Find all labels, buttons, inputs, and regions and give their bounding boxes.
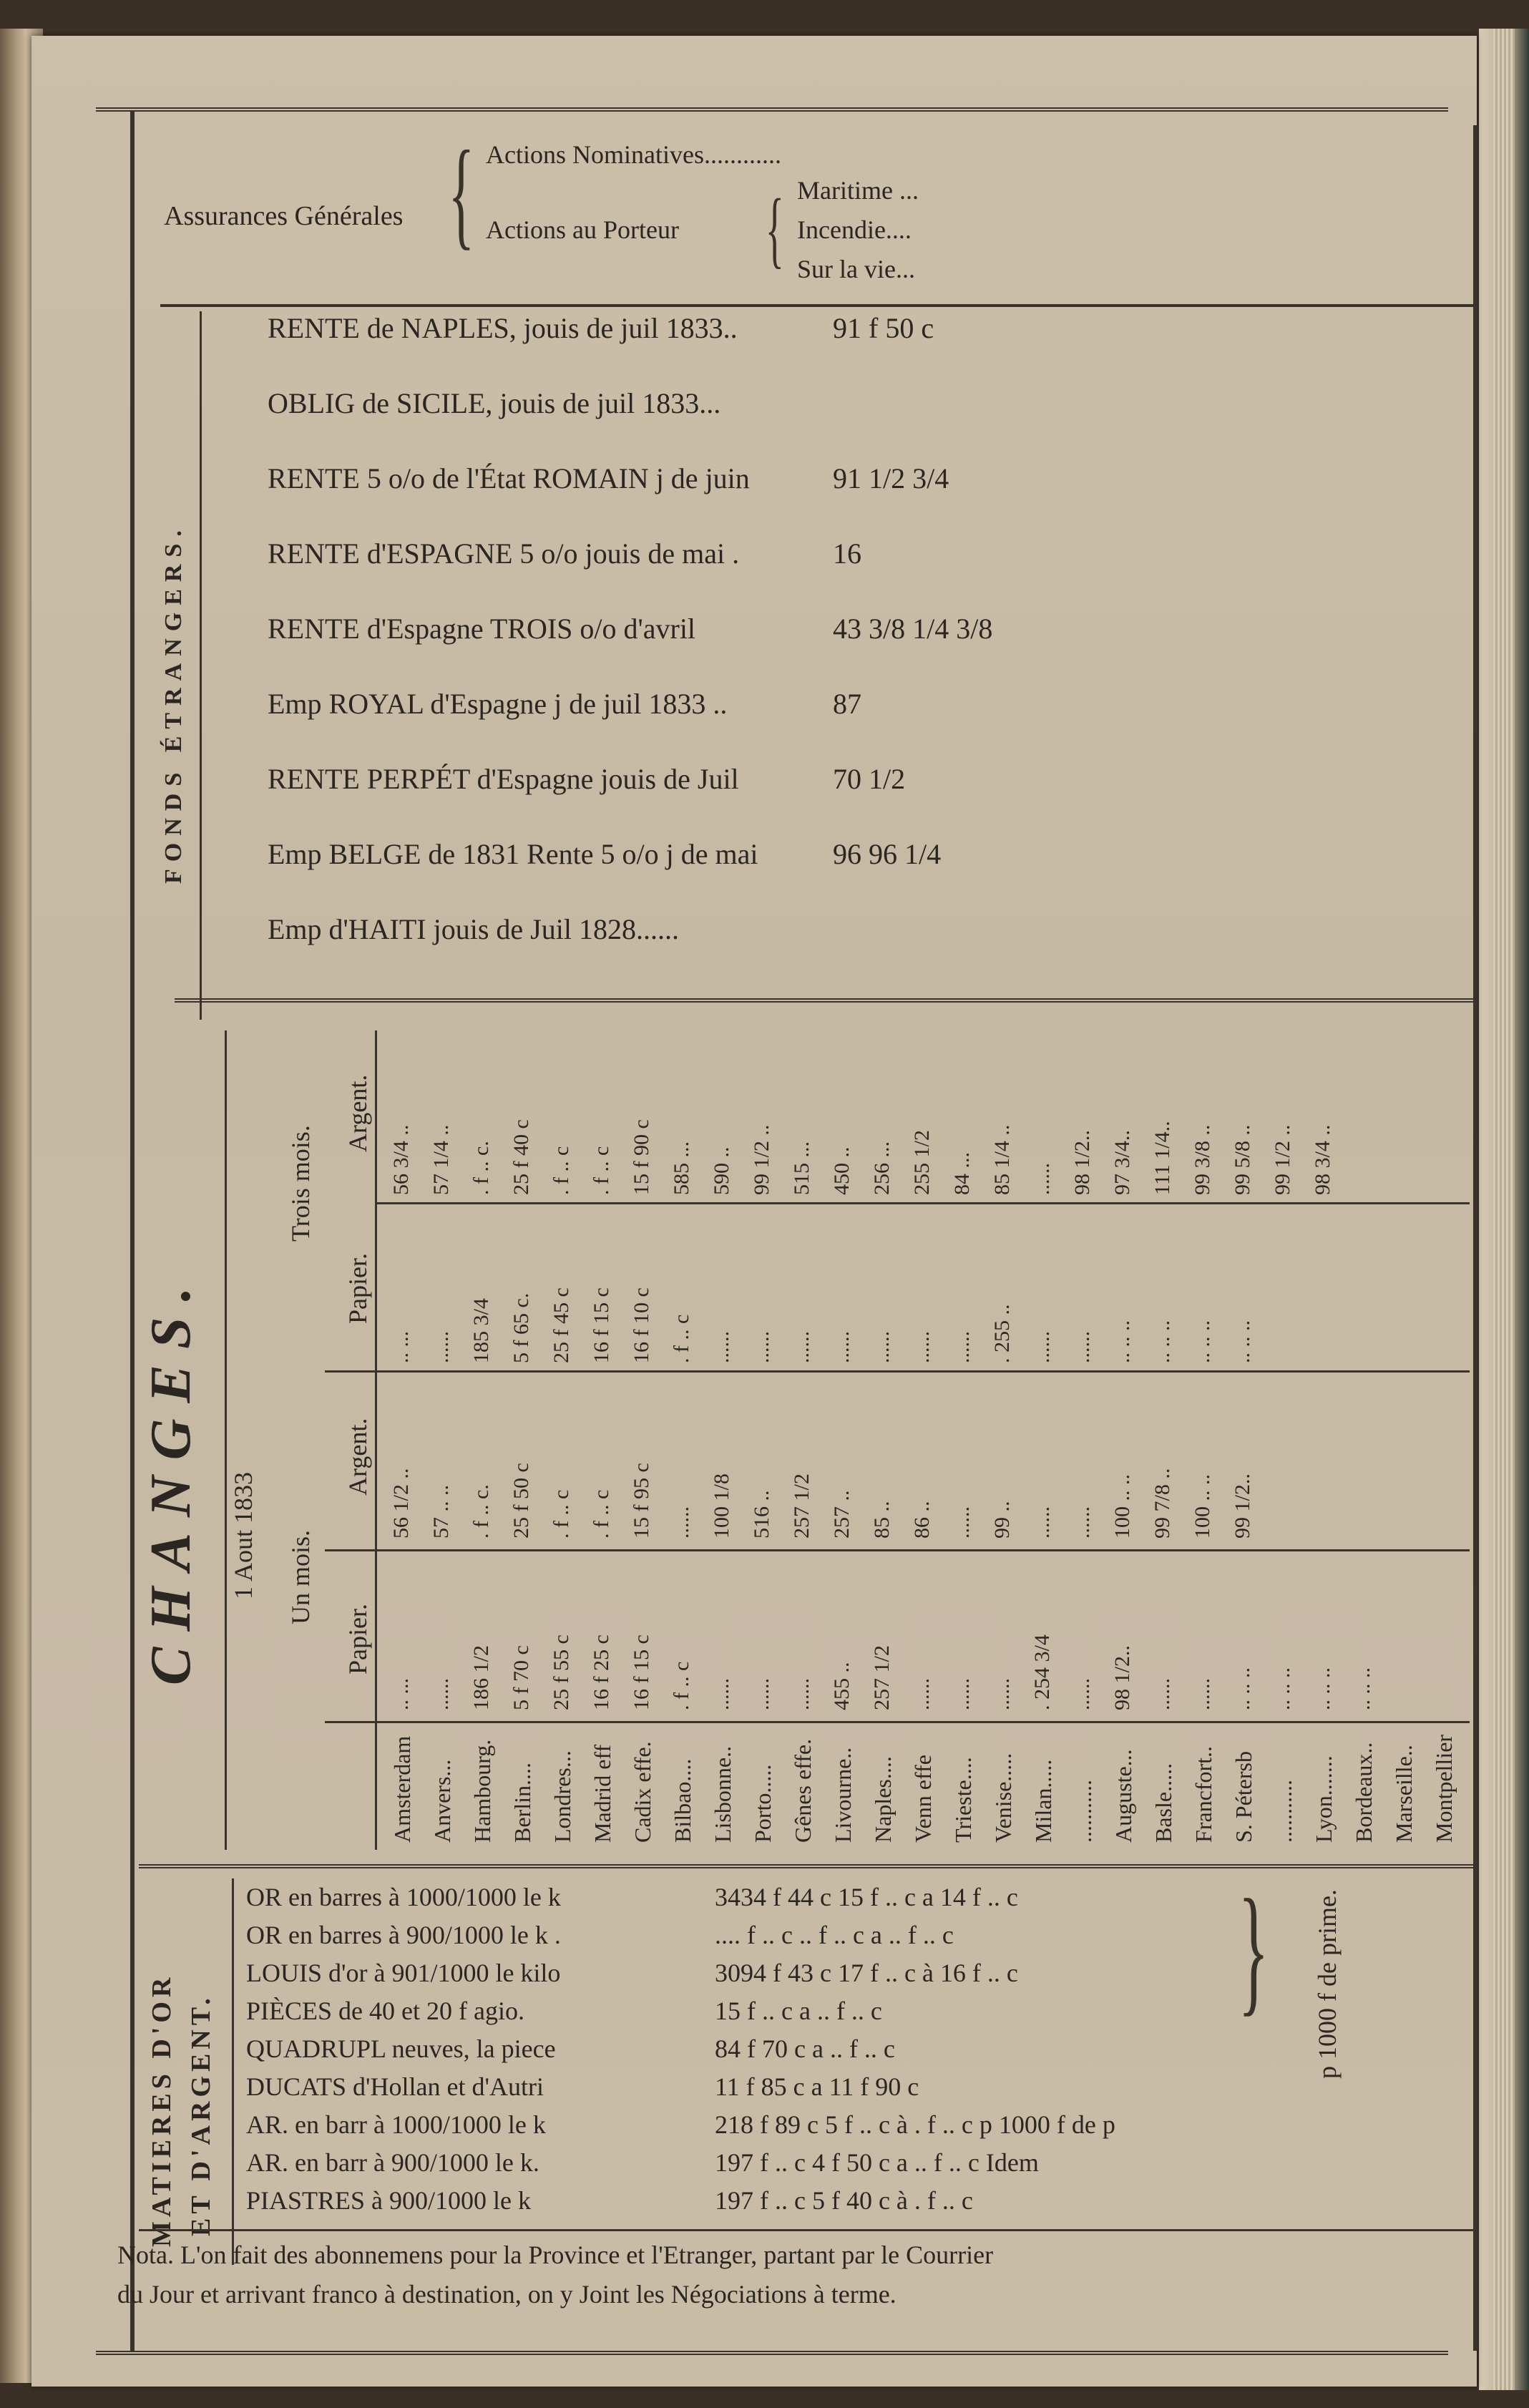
tm-argent-value: 57 1/4 .. [429,1124,453,1195]
change-city: Berlin.... [509,1763,535,1843]
fonds-title: FONDS ÉTRANGERS. [160,523,187,884]
um-papier-value: ...... [790,1678,814,1710]
tm-argent-value: 15 f 90 c [630,1119,653,1195]
matieres-title-1: MATIERES D'OR [147,1973,177,2247]
um-argent-value: 86 .. [910,1501,934,1539]
fonds-row-romain: RENTE 5 o/o de l'État ROMAIN j de juin [268,462,750,494]
um-argent-value: 85 .. [870,1501,894,1539]
um-argent-value: ...... [670,1506,693,1539]
um-argent-value: 100 .. .. [1110,1474,1134,1539]
fonds-price-belge: 96 96 1/4 [833,838,942,870]
um-argent-value: 99 1/2.. [1231,1473,1254,1539]
um-papier-value: ...... [990,1678,1014,1710]
bottom-border [96,2351,1448,2355]
tm-papier-value: .. ... [389,1331,413,1363]
tm-papier-value: ...... [429,1331,453,1363]
nota-line-1: Nota. L'on fait des abonnemens pour la Province et l'Etranger, partant par le Courrier [117,2241,994,2269]
um-papier-value: ...... [710,1678,733,1710]
um-argent-value: 257 1/2 [790,1473,814,1539]
tm-argent-value: 99 1/2 .. [1271,1124,1294,1195]
um-argent-value: ...... [950,1506,974,1539]
matieres-val-ar-1000: 218 f 89 c 5 f .. c à . f .. c p 1000 f de p [715,2110,1115,2139]
change-city: Basle..... [1151,1763,1176,1843]
fonds-row-naples: RENTE de NAPLES, jouis de juil 1833.. [268,312,738,344]
tm-papier-value: ...... [710,1331,733,1363]
actions-nominatives: Actions Nominatives............ [486,140,781,169]
change-city: Gênes effe. [790,1738,816,1843]
tm-argent-value: 98 3/4 .. [1311,1124,1334,1195]
fonds-price-emp-royal: 87 [833,688,861,720]
fonds-price-romain: 91 1/2 3/4 [833,462,949,494]
fonds-row-espagne-3: RENTE d'Espagne TROIS o/o d'avril [268,613,696,645]
change-city: Madrid eff [590,1744,615,1843]
um-papier-value: 5 f 70 c [509,1645,533,1710]
um-argent-value: 57 .. .. [429,1485,453,1539]
tm-argent-value: 255 1/2 [910,1130,934,1195]
um-papier-value: ...... [950,1678,974,1710]
change-city: Lisbonne.. [710,1745,736,1843]
um-argent-value: ...... [1030,1506,1054,1539]
change-city: ........... [1070,1780,1096,1843]
tm-argent-value: 590 .. [710,1146,733,1195]
tm-argent-value: 84 ... [950,1152,974,1195]
changes-data-rule [375,1030,377,1850]
assurances-brace: { [448,126,475,260]
assurances-label: Assurances Générales [164,201,404,231]
matieres-row-ducats: DUCATS d'Hollan et d'Autri [246,2072,544,2101]
change-city: Hambourg. [469,1739,495,1843]
matieres-val-pieces: 15 f .. c a .. f .. c [715,1997,882,2025]
change-city: Milan..... [1030,1759,1056,1843]
um-papier-value: 16 f 25 c [590,1634,613,1710]
change-city: Marseille.. [1391,1745,1417,1843]
um-argent-value: 25 f 50 c [509,1463,533,1539]
change-city: Naples.... [870,1756,896,1843]
change-city: Venn effe [910,1755,936,1843]
actions-porteur: Actions au Porteur [486,215,679,244]
right-border [1473,125,1477,2351]
tm-papier-value: ...... [910,1331,934,1363]
um-argent-value: . f .. c [590,1489,613,1539]
tm-papier-value: ...... [750,1331,773,1363]
change-city: Livourne.. [830,1747,856,1843]
tm-argent-value: 99 1/2 .. [750,1124,773,1195]
fonds-price-perpet: 70 1/2 [833,763,906,795]
um-papier-value: . f .. c [670,1661,693,1710]
matieres-row-quadrupl: QUADRUPL neuves, la piece [246,2034,556,2063]
um-argent-value: 516 .. [750,1490,773,1539]
um-argent-value: 99 .. [990,1501,1014,1539]
tm-papier-value: ...... [1070,1331,1094,1363]
um-papier-value: 98 1/2.. [1110,1645,1134,1710]
tm-papier-value: .. .. .. [1151,1320,1174,1363]
matieres-prime: p 1000 f de prime. [1313,1889,1342,2079]
change-city: Amsterdam [389,1735,415,1843]
change-city: Cadix effe. [630,1741,655,1843]
um-papier-value: ...... [1070,1678,1094,1710]
page [31,36,1477,2387]
change-city: ........... [1271,1780,1296,1843]
tm-argent-value: 585 ... [670,1141,693,1195]
fonds-side-rule [200,311,202,1020]
tm-argent-value: . f .. c. [469,1141,493,1195]
prime-brace: } [1238,1871,1269,2029]
tm-argent-value: 99 3/8 .. [1191,1124,1214,1195]
change-city: Bordeaux.. [1351,1742,1377,1843]
um-papier-header: Papier. [343,1604,372,1675]
tm-argent-value: . f .. c [590,1146,613,1195]
tm-argent-value: 97 3/4.. [1110,1130,1134,1195]
change-city: Francfort.. [1191,1745,1216,1843]
tm-argent-value: 450 .. [830,1146,854,1195]
change-city: Venise..... [990,1753,1016,1843]
tm-papier-value: ...... [830,1331,854,1363]
matieres-val-louis: 3094 f 43 c 17 f .. c à 16 f .. c [715,1959,1018,1987]
tm-papier-value: 16 f 10 c [630,1287,653,1363]
um-argent-header: Argent. [343,1418,372,1496]
tm-papier-value: .. .. .. [1110,1320,1134,1363]
tm-argent-value: 515 ... [790,1141,814,1195]
tm-argent-value: 99 5/8 .. [1231,1124,1254,1195]
matieres-val-ar-900: 197 f .. c 4 f 50 c a .. f .. c Idem [715,2148,1039,2177]
porteur-brace: { [765,181,784,276]
um-argent-value: 100 .. .. [1191,1474,1214,1539]
book-binding-right [1479,29,1529,2390]
tm-papier-value: .. .. .. [1191,1320,1214,1363]
matieres-row-ar-900: AR. en barr à 900/1000 le k. [246,2148,539,2177]
um-argent-value: . f .. c. [469,1484,493,1539]
fonds-row-espagne-5: RENTE d'ESPAGNE 5 o/o jouis de mai . [268,537,740,570]
um-papier-value: 16 f 15 c [630,1634,653,1710]
tm-papier-value: . 255 .. [990,1304,1014,1363]
changes-date: 1 Aout 1833 [229,1471,258,1599]
um-argent-value: 257 .. [830,1490,854,1539]
left-border [130,111,135,2351]
change-city: Auguste... [1110,1749,1136,1843]
changes-title: CHANGES. [140,1271,202,1685]
tm-papier-value: 25 f 45 c [549,1287,573,1363]
um-papier-value: .. .. .. [1351,1667,1374,1710]
tm-papier-value: ...... [1030,1331,1054,1363]
um-argent-value: ...... [1070,1506,1094,1539]
um-papier-value: 25 f 55 c [549,1634,573,1710]
um-papier-value: 455 .. [830,1662,854,1710]
matieres-val-quadrupl: 84 f 70 c a .. f .. c [715,2034,895,2063]
um-papier-value: ...... [750,1678,773,1710]
um-papier-value: ...... [429,1678,453,1710]
tm-papier-header: Papier. [343,1253,372,1324]
change-city: Montpellier [1431,1734,1457,1843]
incendie: Incendie.... [797,215,912,244]
tm-papier-value: 16 f 15 c [590,1287,613,1363]
um-argent-value: . f .. c [549,1489,573,1539]
fonds-row-haiti: Emp d'HAITI jouis de Juil 1828...... [268,913,679,945]
maritime: Maritime ... [797,176,919,205]
page-frame [96,75,1457,2358]
um-papier-value: ...... [1151,1678,1174,1710]
matieres-row-piastres: PIASTRES à 900/1000 le k [246,2186,532,2215]
changes-side-rule [225,1030,227,1850]
tm-argent-rule [375,1202,1470,1204]
tm-argent-value: 256 ... [870,1141,894,1195]
fonds-price-naples: 91 f 50 c [833,312,934,344]
um-argent-value: 56 1/2 .. [389,1468,413,1539]
matieres-row-louis: LOUIS d'or à 901/1000 le kilo [246,1959,561,1987]
change-city: Lyon....... [1311,1755,1337,1843]
um-papier-value: . 254 3/4 [1030,1634,1054,1710]
um-argent-rule [325,1549,1470,1551]
tm-argent-value: ...... [1030,1163,1054,1195]
matieres-row-or-1000: OR en barres à 1000/1000 le k [246,1883,561,1911]
tm-argent-value: 25 f 40 c [509,1119,533,1195]
change-city: Anvers... [429,1759,455,1843]
sur-la-vie: Sur la vie... [797,255,915,283]
tm-papier-value: 5 f 65 c. [509,1292,533,1363]
um-papier-value: 186 1/2 [469,1645,493,1710]
um-papier-value: .. ... [389,1678,413,1710]
fonds-price-espagne-3: 43 3/8 1/4 3/8 [833,613,993,645]
matieres-row-pieces: PIÈCES de 40 et 20 f agio. [246,1997,524,2025]
rule-after-fonds [175,998,1473,1003]
matieres-title-2: ET D'ARGENT. [186,1994,216,2236]
tm-argent-value: . f .. c [549,1146,573,1195]
matieres-val-ducats: 11 f 85 c a 11 f 90 c [715,2072,919,2101]
matieres-val-piastres: 197 f .. c 5 f 40 c à . f .. c [715,2186,973,2215]
um-argent-value: 100 1/8 [710,1473,733,1539]
um-argent-value: 99 7/8 .. [1151,1468,1174,1539]
change-city: Porto..... [750,1764,776,1843]
um-papier-value: 257 1/2 [870,1645,894,1710]
um-papier-value: .. .. .. [1231,1667,1254,1710]
un-mois-header: Un mois. [286,1529,315,1624]
um-argent-value: 15 f 95 c [630,1463,653,1539]
tm-papier-value: ...... [950,1331,974,1363]
rule-after-assurances [160,304,1473,307]
matieres-val-or-1000: 3434 f 44 c 15 f .. c a 14 f .. c [715,1883,1018,1911]
tm-argent-value: 56 3/4 .. [389,1124,413,1195]
um-papier-value: .. .. .. [1271,1667,1294,1710]
fonds-row-perpet: RENTE PERPÉT d'Espagne jouis de Juil [268,763,739,795]
fonds-price-espagne-5: 16 [833,537,861,570]
tm-papier-value: ...... [870,1331,894,1363]
tm-argent-value: 111 1/4.. [1151,1121,1174,1195]
fonds-row-sicile: OBLIG de SICILE, jouis de juil 1833... [268,387,721,419]
nota-line-2: du Jour et arrivant franco à destination, on y Joint les Négociations à terme. [117,2280,897,2309]
trois-mois-header: Trois mois. [286,1125,315,1242]
um-papier-value: .. .. .. [1311,1667,1334,1710]
fonds-row-emp-royal: Emp ROYAL d'Espagne j de juil 1833 .. [268,688,728,720]
um-papier-value: ...... [910,1678,934,1710]
top-border [96,107,1448,112]
tm-papier-value: . f .. c [670,1314,693,1363]
um-papier-rule [325,1721,1470,1723]
tm-papier-value: .. .. .. [1231,1320,1254,1363]
change-city: Bilbao.... [670,1758,695,1843]
matieres-row-or-900: OR en barres à 900/1000 le k . [246,1921,561,1949]
tm-argent-header: Argent. [343,1074,372,1152]
fonds-row-belge: Emp BELGE de 1831 Rente 5 o/o j de mai [268,838,758,870]
tm-papier-value: ...... [790,1331,814,1363]
matieres-val-or-900: .... f .. c .. f .. c a .. f .. c [715,1921,954,1949]
tm-argent-value: 98 1/2.. [1070,1130,1094,1195]
change-city: Londres... [549,1750,575,1843]
matieres-side-rule [232,1878,234,2265]
tm-papier-value: 185 3/4 [469,1298,493,1363]
change-city: S. Pétersb [1231,1751,1256,1843]
tm-argent-value: 85 1/4 .. [990,1124,1014,1195]
rule-after-changes [139,1864,1473,1868]
um-papier-value: ...... [1191,1678,1214,1710]
matieres-row-ar-1000: AR. en barr à 1000/1000 le k [246,2110,546,2139]
rule-before-nota [139,2229,1473,2231]
change-city: Trieste.... [950,1757,976,1843]
tm-split-rule [325,1370,1470,1373]
